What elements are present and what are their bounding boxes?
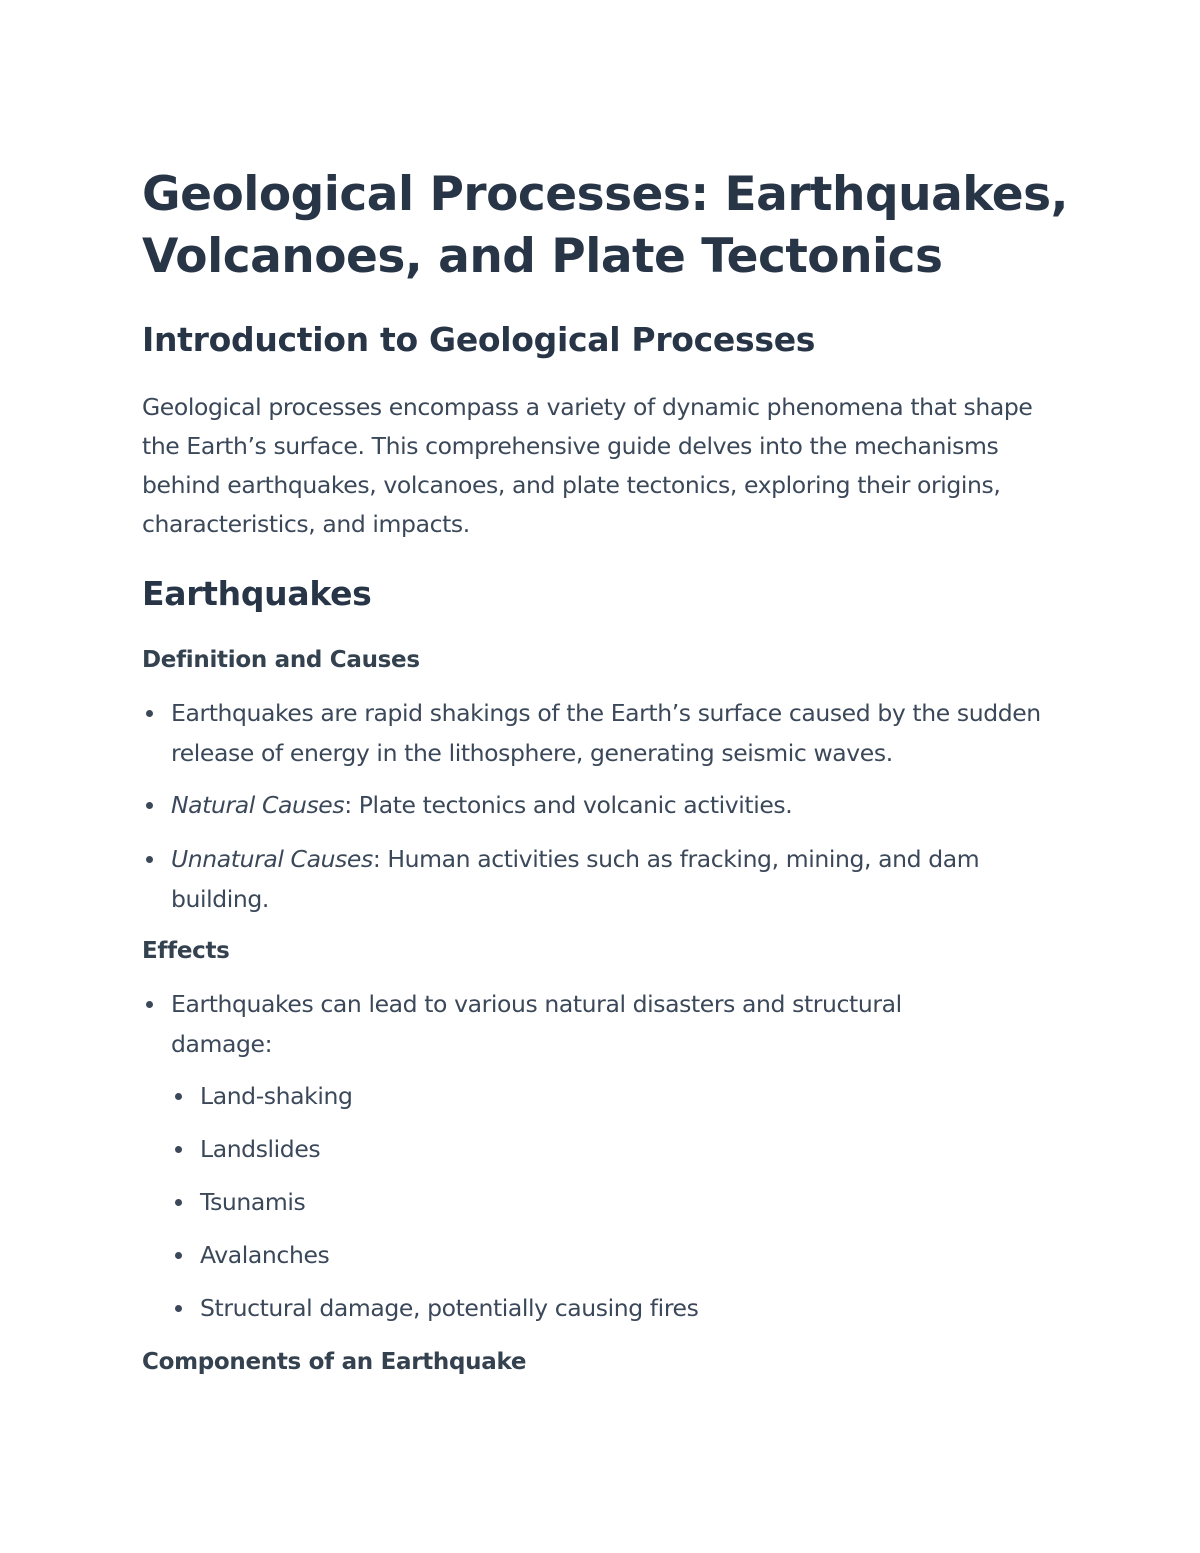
natural-causes-label: Natural Causes [171, 791, 345, 819]
sub-list-item-text: Landslides [200, 1135, 321, 1163]
earthquakes-heading: Earthquakes [142, 574, 372, 613]
sub-list-item [200, 1129, 1000, 1169]
list-item-unnatural-causes [171, 839, 1051, 919]
bullet-dot [175, 1146, 182, 1153]
bullet-dot [146, 856, 153, 863]
bullet-dot [146, 802, 153, 809]
natural-causes-text: : Plate tectonics and volcanic activities. [344, 791, 793, 819]
list-item-text: Earthquakes can lead to various natural disasters and structural damage: [171, 990, 902, 1058]
bullet-dot [175, 1252, 182, 1259]
bullet-dot [175, 1305, 182, 1312]
list-item-effects-lead [171, 984, 971, 1064]
list-item-text: Earthquakes are rapid shakings of the Earth’s surface caused by the sudden release of energy in the lithosphere, generating seismic waves. [171, 699, 1041, 767]
sub-list-item-text: Avalanches [200, 1241, 330, 1269]
list-item-definition [171, 693, 1051, 773]
list-item-natural-causes [171, 785, 1051, 825]
sub-list-item-text: Tsunamis [200, 1188, 306, 1216]
sub-list-item [200, 1076, 1000, 1116]
bullet-dot [146, 1001, 153, 1008]
sub-list-item [200, 1182, 1000, 1222]
bullet-dot [175, 1093, 182, 1100]
bullet-dot [175, 1199, 182, 1206]
definition-causes-heading: Definition and Causes [142, 647, 420, 673]
document-title: Geological Processes: Earthquakes, Volcanoes, and Plate Tectonics [142, 167, 1069, 284]
bullet-dot [146, 710, 153, 717]
unnatural-causes-text: : Human activities such as fracking, mining, and dam building. [171, 845, 980, 913]
sub-list-item [200, 1235, 1000, 1275]
sub-list-item [200, 1288, 1000, 1328]
unnatural-causes-label: Unnatural Causes [171, 845, 373, 873]
components-heading: Components of an Earthquake [142, 1349, 527, 1375]
intro-heading: Introduction to Geological Processes [142, 320, 816, 359]
effects-heading: Effects [142, 938, 230, 964]
sub-list-item-text: Land-shaking [200, 1082, 353, 1110]
intro-paragraph: Geological processes encompass a variety of dynamic phenomena that shape the Earth’s surface. This comprehensive guide delves into the mechanisms behind earthquakes, volcanoes, and plate tectonics, exploring their origins, characteristics, and impacts. [142, 393, 1033, 538]
sub-list-item-text: Structural damage, potentially causing fires [200, 1294, 699, 1322]
